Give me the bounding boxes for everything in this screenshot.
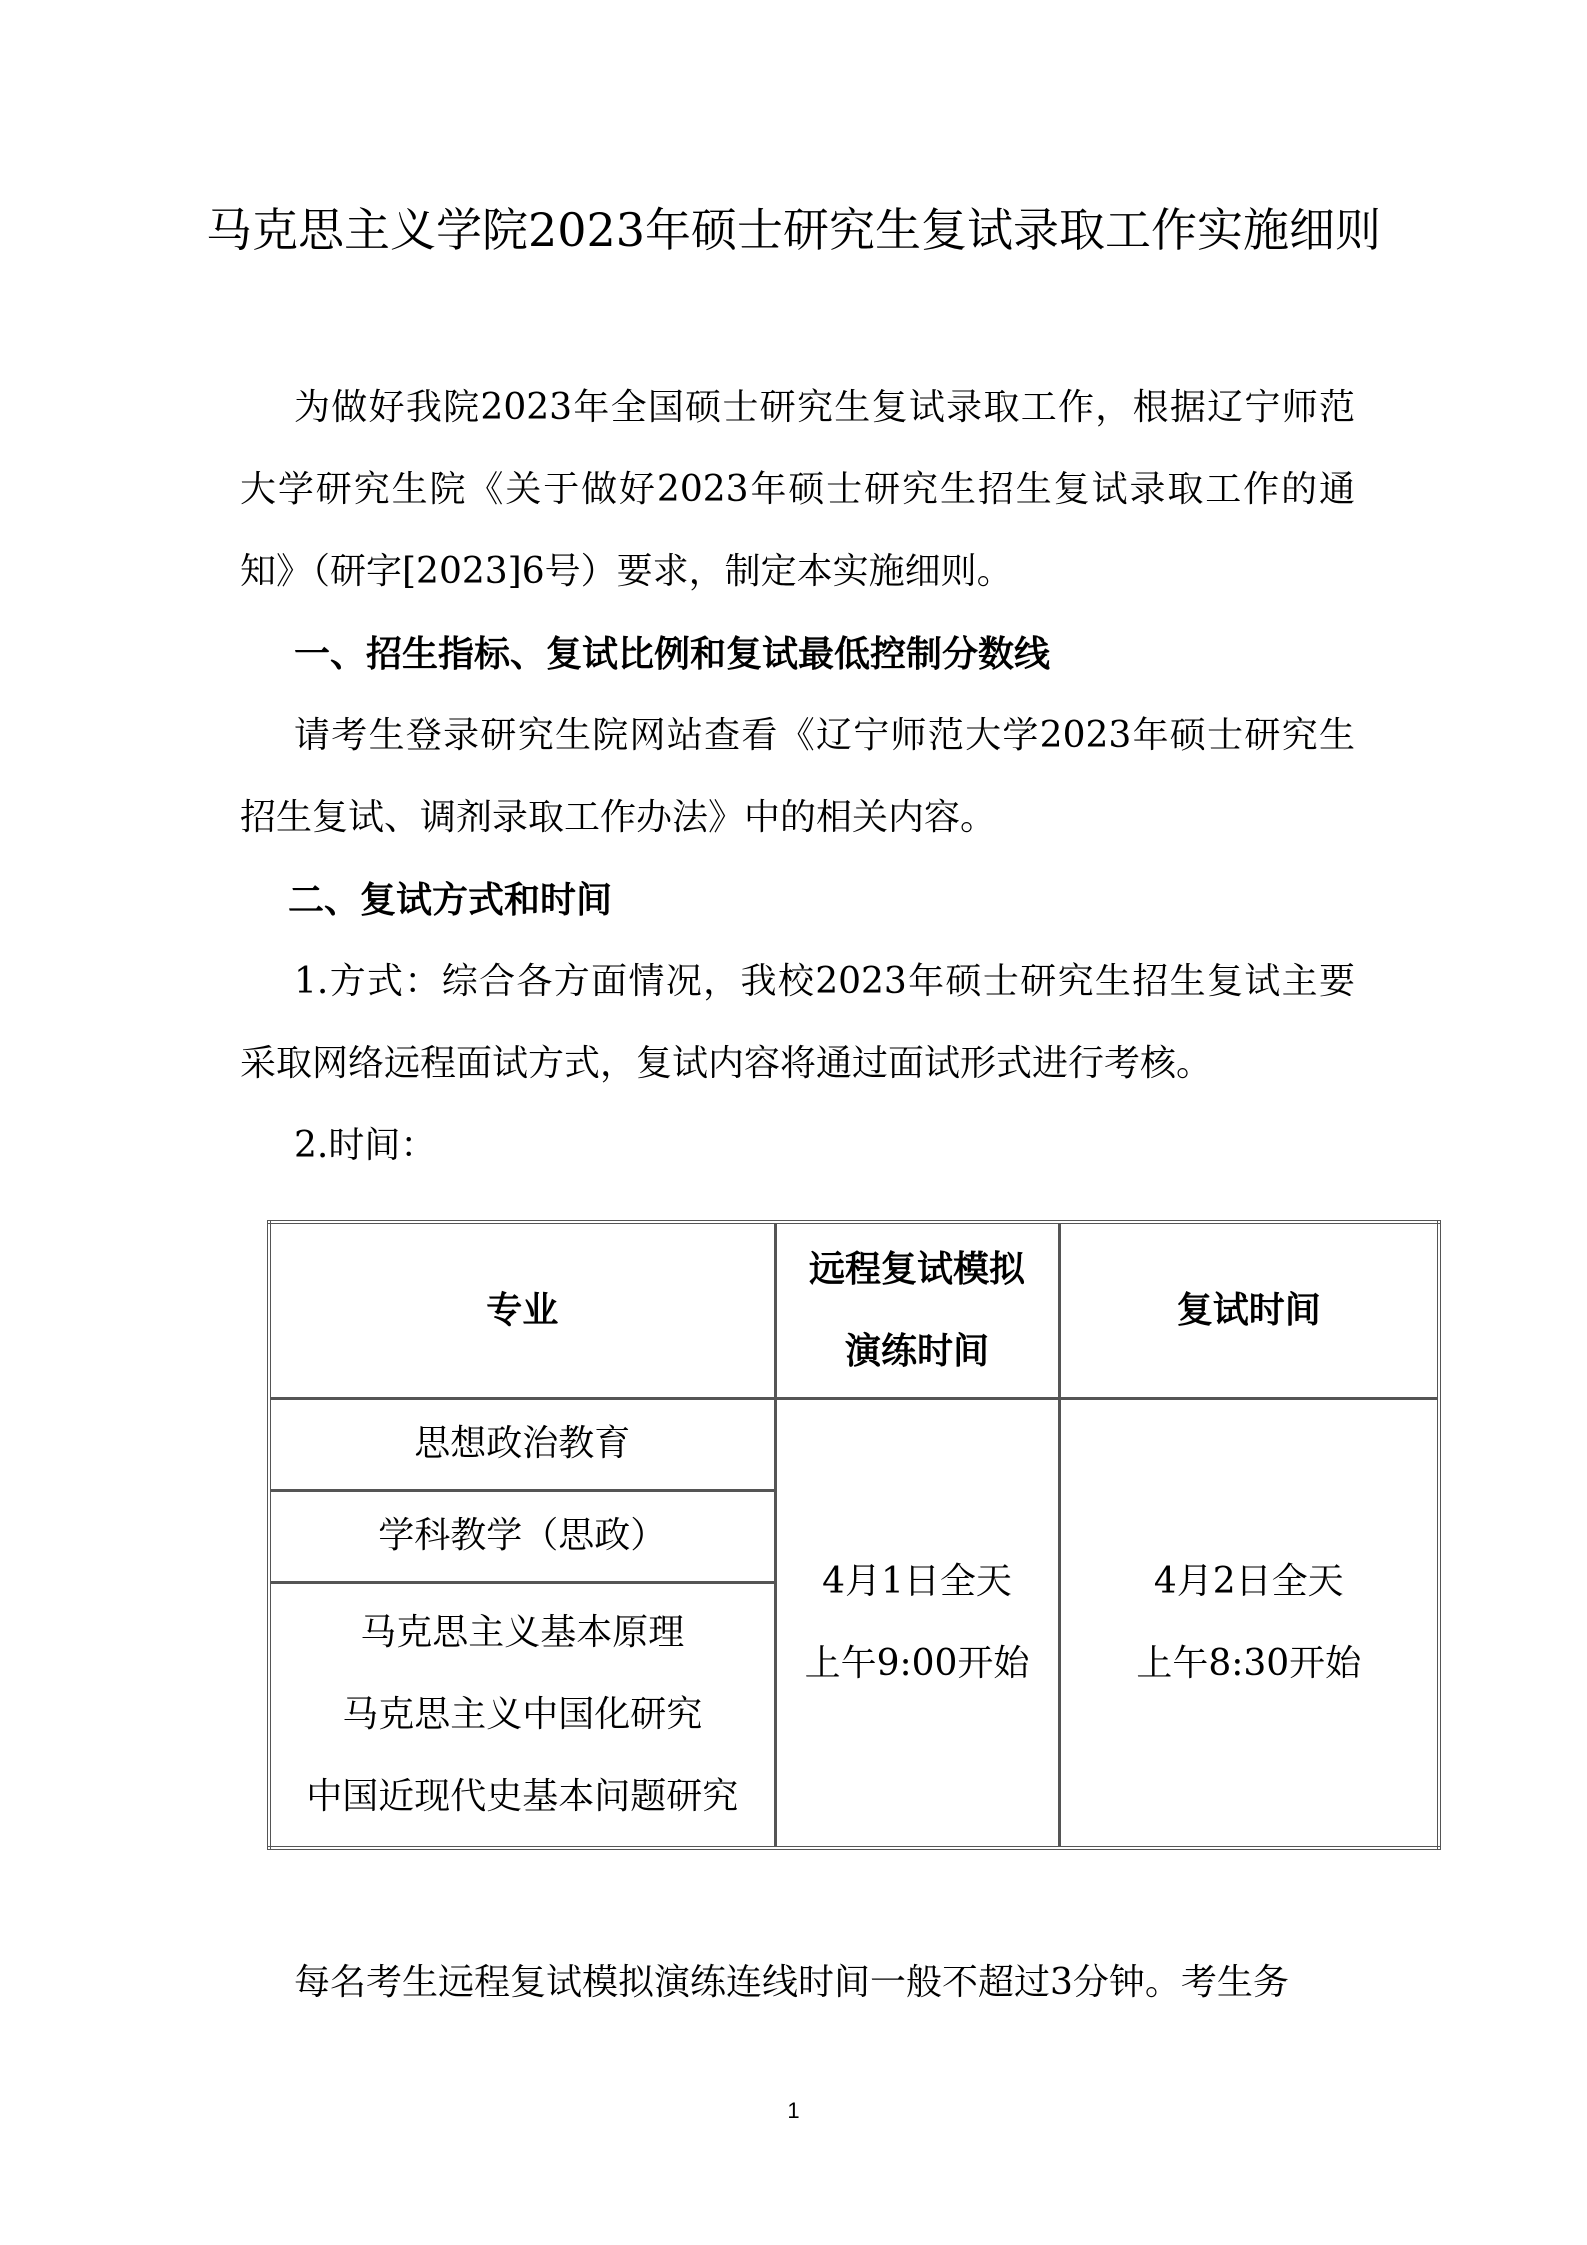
header-rehearsal-time: 远程复试模拟演练时间 bbox=[775, 1222, 1059, 1398]
section2-heading: 二、复试方式和时间 bbox=[288, 879, 613, 921]
major-cell: 学科教学（思政） bbox=[269, 1490, 775, 1582]
exam-date: 4月2日全天 bbox=[1153, 1560, 1344, 1602]
section2-method: 1.方式：综合各方面情况，我校2023年硕士研究生招生复试主要采取网络远程面试方式，复试内容将通过面试形式进行考核。 bbox=[240, 961, 1355, 1084]
header-major: 专业 bbox=[269, 1222, 775, 1398]
document-title: 马克思主义学院2023年硕士研究生复试录取工作实施细则 bbox=[205, 203, 1382, 257]
schedule-table bbox=[267, 1220, 1441, 1850]
table-row bbox=[269, 1398, 1439, 1490]
section1-body: 请考生登录研究生院网站查看《辽宁师范大学2023年硕士研究生招生复试、调剂录取工作办法》中的相关内容。 bbox=[240, 715, 1355, 838]
rehearsal-date: 4月1日全天 bbox=[822, 1560, 1012, 1602]
section1-heading: 一、招生指标、复试比例和复试最低控制分数线 bbox=[294, 633, 1051, 675]
major-item: 中国近现代史基本问题研究 bbox=[306, 1775, 739, 1817]
exam-start: 上午8:30开始 bbox=[1136, 1642, 1362, 1684]
major-cell: 思想政治教育 bbox=[269, 1398, 775, 1490]
section2-time-label: 2.时间： bbox=[294, 1125, 437, 1166]
closing-paragraph: 每名考生远程复试模拟演练连线时间一般不超过3分钟。考生务 bbox=[294, 1962, 1289, 2003]
table-header-row bbox=[269, 1222, 1439, 1398]
header-exam-time: 复试时间 bbox=[1059, 1222, 1439, 1398]
major-item: 马克思主义基本原理 bbox=[360, 1611, 685, 1653]
intro-paragraph: 为做好我院2023年全国硕士研究生复试录取工作，根据辽宁师范大学研究生院《关于做好2023年硕士研究生招生复试录取工作的通知》（研字[2023]6号）要求，制定本实施细则。 bbox=[240, 387, 1355, 592]
rehearsal-start: 上午9:00开始 bbox=[804, 1642, 1030, 1684]
rehearsal-cell bbox=[775, 1398, 1059, 1848]
exam-cell bbox=[1059, 1398, 1439, 1848]
major-cell-group bbox=[269, 1582, 775, 1848]
page-number: 1 bbox=[787, 2098, 800, 2123]
major-item: 马克思主义中国化研究 bbox=[342, 1693, 703, 1735]
